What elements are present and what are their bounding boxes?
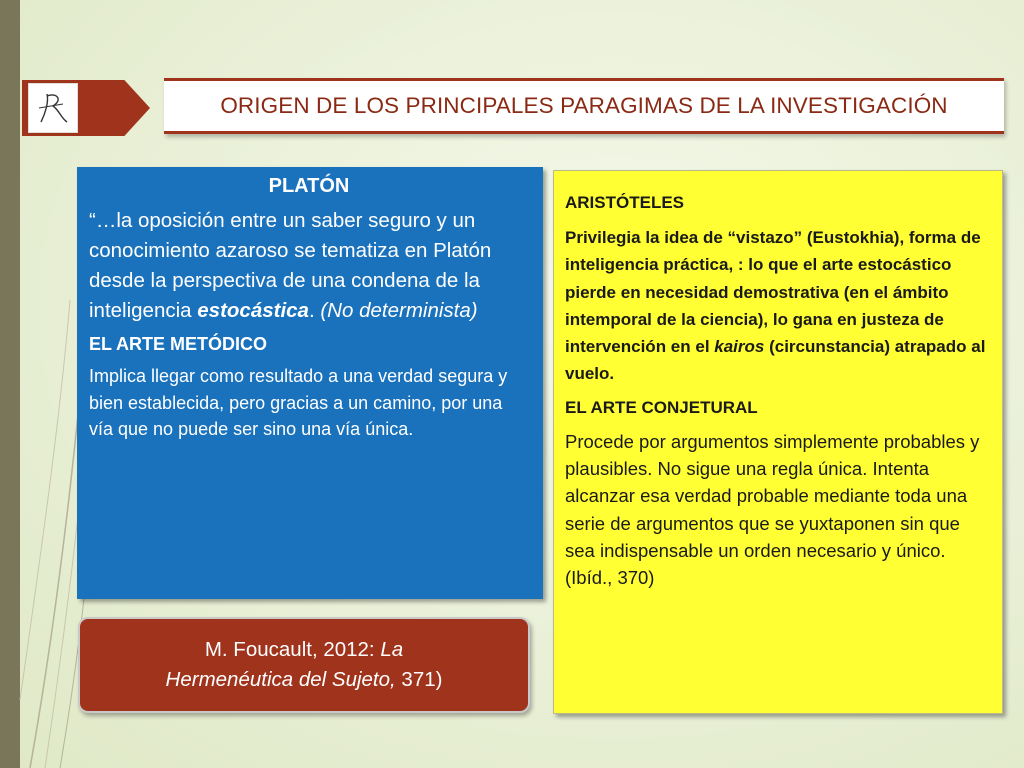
citation-page: 371) [395,668,443,691]
platon-quote-italic: (No determinista) [320,299,478,322]
aristoteles-body: Procede por argumentos simplemente probables y plausibles. No sigue una regla única. Intenta alcanzar esa verdad probable mediante toda una serie de argumentos que se yuxtaponen sin que sea indispensable un orden necesario y único. (Ibíd., 370) [565,430,980,589]
citation-text [166,635,443,695]
page-title: ORIGEN DE LOS PRINCIPALES PARAGIMAS DE LA INVESTIGACIÓN [220,93,948,118]
citation-box [78,617,530,713]
aristoteles-quote-text: Privilegia la idea de “vistazo” (Eustokhia), forma de inteligencia práctica, : lo que el arte estocástico pierde en necesidad demostrativa (en el ámbito intemporal de la ciencia), lo gana en justeza de intervención en el [565,228,981,357]
platon-title: PLATÓN [268,175,350,197]
platon-body: Implica llegar como resultado a una verdad segura y bien establecida, pero gracias a un camino, por una vía que no puede ser sino una vía única. [89,366,508,439]
platon-quote-text: “…la oposición entre un saber seguro y un conocimiento azaroso se tematiza en Platón desde la perspectiva de una condena de la inteligencia [89,209,492,322]
title-bar [164,78,1004,134]
platon-quote-punct: . [308,299,321,322]
platon-quote-emphasis: estocástica [197,299,309,322]
aristoteles-quote-end: (circunstancia) atrapado al vuelo. [565,337,986,384]
citation-title-start: La [380,638,404,661]
logo-monogram-icon [33,88,73,128]
aristoteles-subheading: EL ARTE CONJETURAL [565,397,758,417]
platon-panel [77,167,543,599]
platon-subheading: EL ARTE METÓDICO [89,334,268,354]
platon-quote [89,206,529,326]
citation-title-end: Hermenéutica del Sujeto, [165,668,396,691]
aristoteles-panel [553,170,1003,714]
aristoteles-quote [565,224,992,388]
logo [28,83,78,133]
citation-author: M. Foucault, 2012: [204,638,381,661]
aristoteles-title: ARISTÓTELES [565,193,685,212]
aristoteles-quote-italic: kairos [714,337,765,357]
left-stripe [0,0,20,768]
